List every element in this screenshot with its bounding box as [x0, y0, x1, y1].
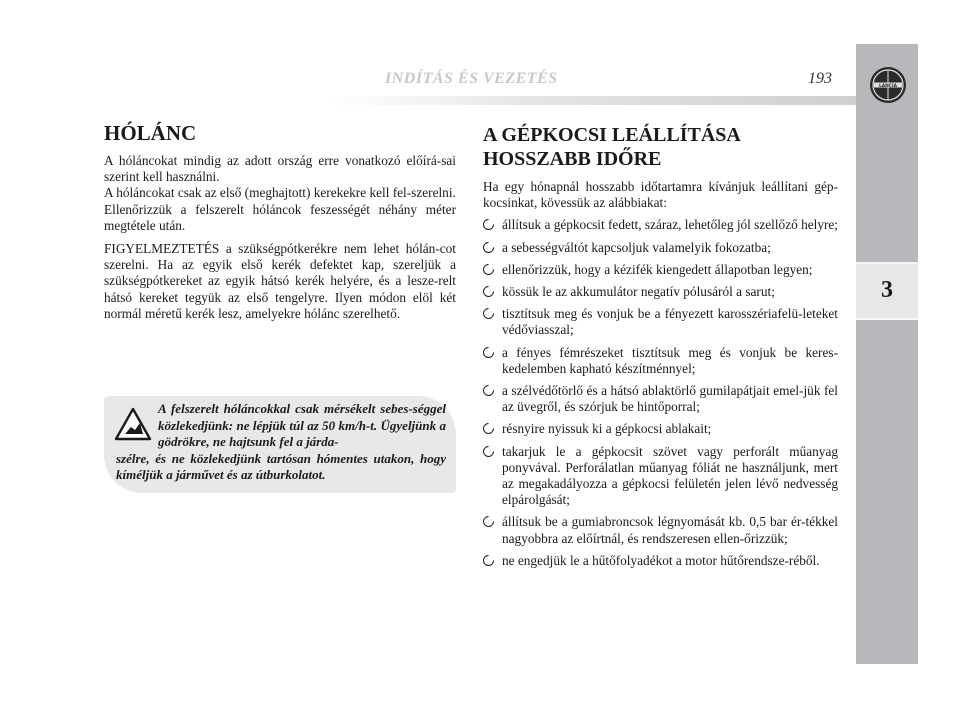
brand-logo-icon: [869, 66, 907, 104]
warning-text: [116, 401, 446, 484]
bullet-icon: [481, 443, 497, 459]
chapter-sidebar: [856, 44, 918, 664]
warning-text-full: szélre, és ne közlekedjünk tartósan hómentes utakon, hogy kíméljük a járművet és az útburkolatot.: [116, 450, 446, 483]
list-item: [483, 262, 838, 278]
brand-logo-text: LANCIA: [878, 83, 898, 89]
header-rule: [330, 96, 856, 105]
long-storage-intro: Ha egy hónapnál hosszabb időtartamra kívánjuk leállítani gép-kocsinkat, kövessük az alábbiakat:: [483, 179, 838, 211]
snow-chains-paragraph: [104, 153, 456, 234]
warning-text-indented: A felszerelt hóláncokkal csak mérsékelt sebes-séggel közlekedjünk: ne lépjük túl az 50 km/h-t. Ügyeljünk a gödrökre, ne hajtsunk fel a járda-: [158, 401, 446, 450]
list-item: [483, 444, 838, 509]
list-item-text: ne engedjük le a hűtőfolyadékot a motor hűtőrendsze-réből.: [502, 552, 820, 568]
long-storage-heading-line-2: HOSSZABB IDŐRE: [483, 148, 662, 170]
long-storage-heading: [483, 123, 838, 171]
list-item-text: résnyire nyissuk ki a gépkocsi ablakait;: [502, 421, 712, 437]
section-number: 3: [881, 277, 893, 303]
bullet-icon: [481, 421, 497, 437]
snow-chains-line-2: A hóláncokat csak az első (meghajtott) kerekekre kell fel-szerelni.: [104, 185, 456, 201]
bullet-icon: [481, 514, 497, 530]
list-item-text: ellenőrizzük, hogy a kézifék kiengedett állapotban legyen;: [502, 261, 813, 277]
list-item-text: állítsuk be a gumiabroncsok légnyomását kb. 0,5 bar ér-tékkel nagyobbra az előírtnál, és rendszeresen ellen-őrizzük;: [502, 514, 838, 546]
list-item-text: kössük le az akkumulátor negatív pólusáról a sarut;: [502, 284, 775, 300]
list-item: [483, 383, 838, 415]
list-item-text: állítsuk a gépkocsit fedett, száraz, lehetőleg jól szellőző helyre;: [502, 217, 838, 233]
running-header-title: INDÍTÁS ÉS VEZETÉS: [385, 70, 558, 87]
snow-chains-line-1: A hóláncokat mindig az adott ország erre vonatkozó előírá-sai szerint kell használni.: [104, 153, 456, 185]
bullet-icon: [481, 262, 497, 278]
left-column: [104, 121, 456, 322]
list-item: [483, 345, 838, 377]
list-item: [483, 284, 838, 300]
bullet-icon: [481, 284, 497, 300]
list-item-text: a szélvédőtörlő és a hátsó ablaktörlő gumilapátjait emel-jük fel az üvegről, és szórjuk be hintőporral;: [502, 383, 838, 415]
storage-steps-list: [483, 217, 838, 569]
bullet-icon: [481, 553, 497, 569]
list-item-text: tisztítsuk meg és vonjuk be a fényezett karosszériafelü-leteket védőviasszal;: [502, 306, 838, 338]
bullet-icon: [481, 344, 497, 360]
list-item: [483, 514, 838, 546]
bullet-icon: [481, 306, 497, 322]
list-item-text: a sebességváltót kapcsoljuk valamelyik fokozatba;: [502, 239, 771, 255]
list-item: [483, 240, 838, 256]
bullet-icon: [481, 239, 497, 255]
list-item: [483, 553, 838, 569]
bullet-icon: [481, 383, 497, 399]
right-column: [483, 123, 838, 575]
snow-chains-heading: HÓLÁNC: [104, 121, 197, 145]
long-storage-heading-line-1: A GÉPKOCSI LEÁLLÍTÁSA: [483, 124, 741, 146]
snow-chains-line-3: Ellenőrizzük a felszerelt hóláncok feszességét néhány méter megtétele után.: [104, 201, 456, 233]
list-item: [483, 306, 838, 338]
list-item: [483, 421, 838, 437]
list-item-text: a fényes fémrészeket tisztítsuk meg és vonjuk be keres-kedelemben kapható készítménnyel;: [502, 344, 838, 376]
page-number: 193: [808, 70, 832, 87]
bullet-icon: [481, 217, 497, 233]
spare-wheel-warning-paragraph: FIGYELMEZTETÉS a szükségpótkerékre nem lehet hólán-cot szerelni. Ha az egyik első kerék defektet kap, szereljük a szükségpótkereket az egyik hátsó kerék helyére, és a lesze-relt hátsó kereket tegyük az első tengelyre. Ilyen módon elöl két normál méretű kerék lesz, amelyekre hólánc szerelhető.: [104, 241, 456, 321]
list-item: [483, 217, 838, 233]
list-item-text: takarjuk le a gépkocsit szövet vagy perforált műanyag ponyvával. Perforálatlan műanyag fóliát ne használjunk, mert az megakadályozza a gépkocsi felületén jelen lévő nedvesség elpárolgását;: [502, 443, 838, 508]
